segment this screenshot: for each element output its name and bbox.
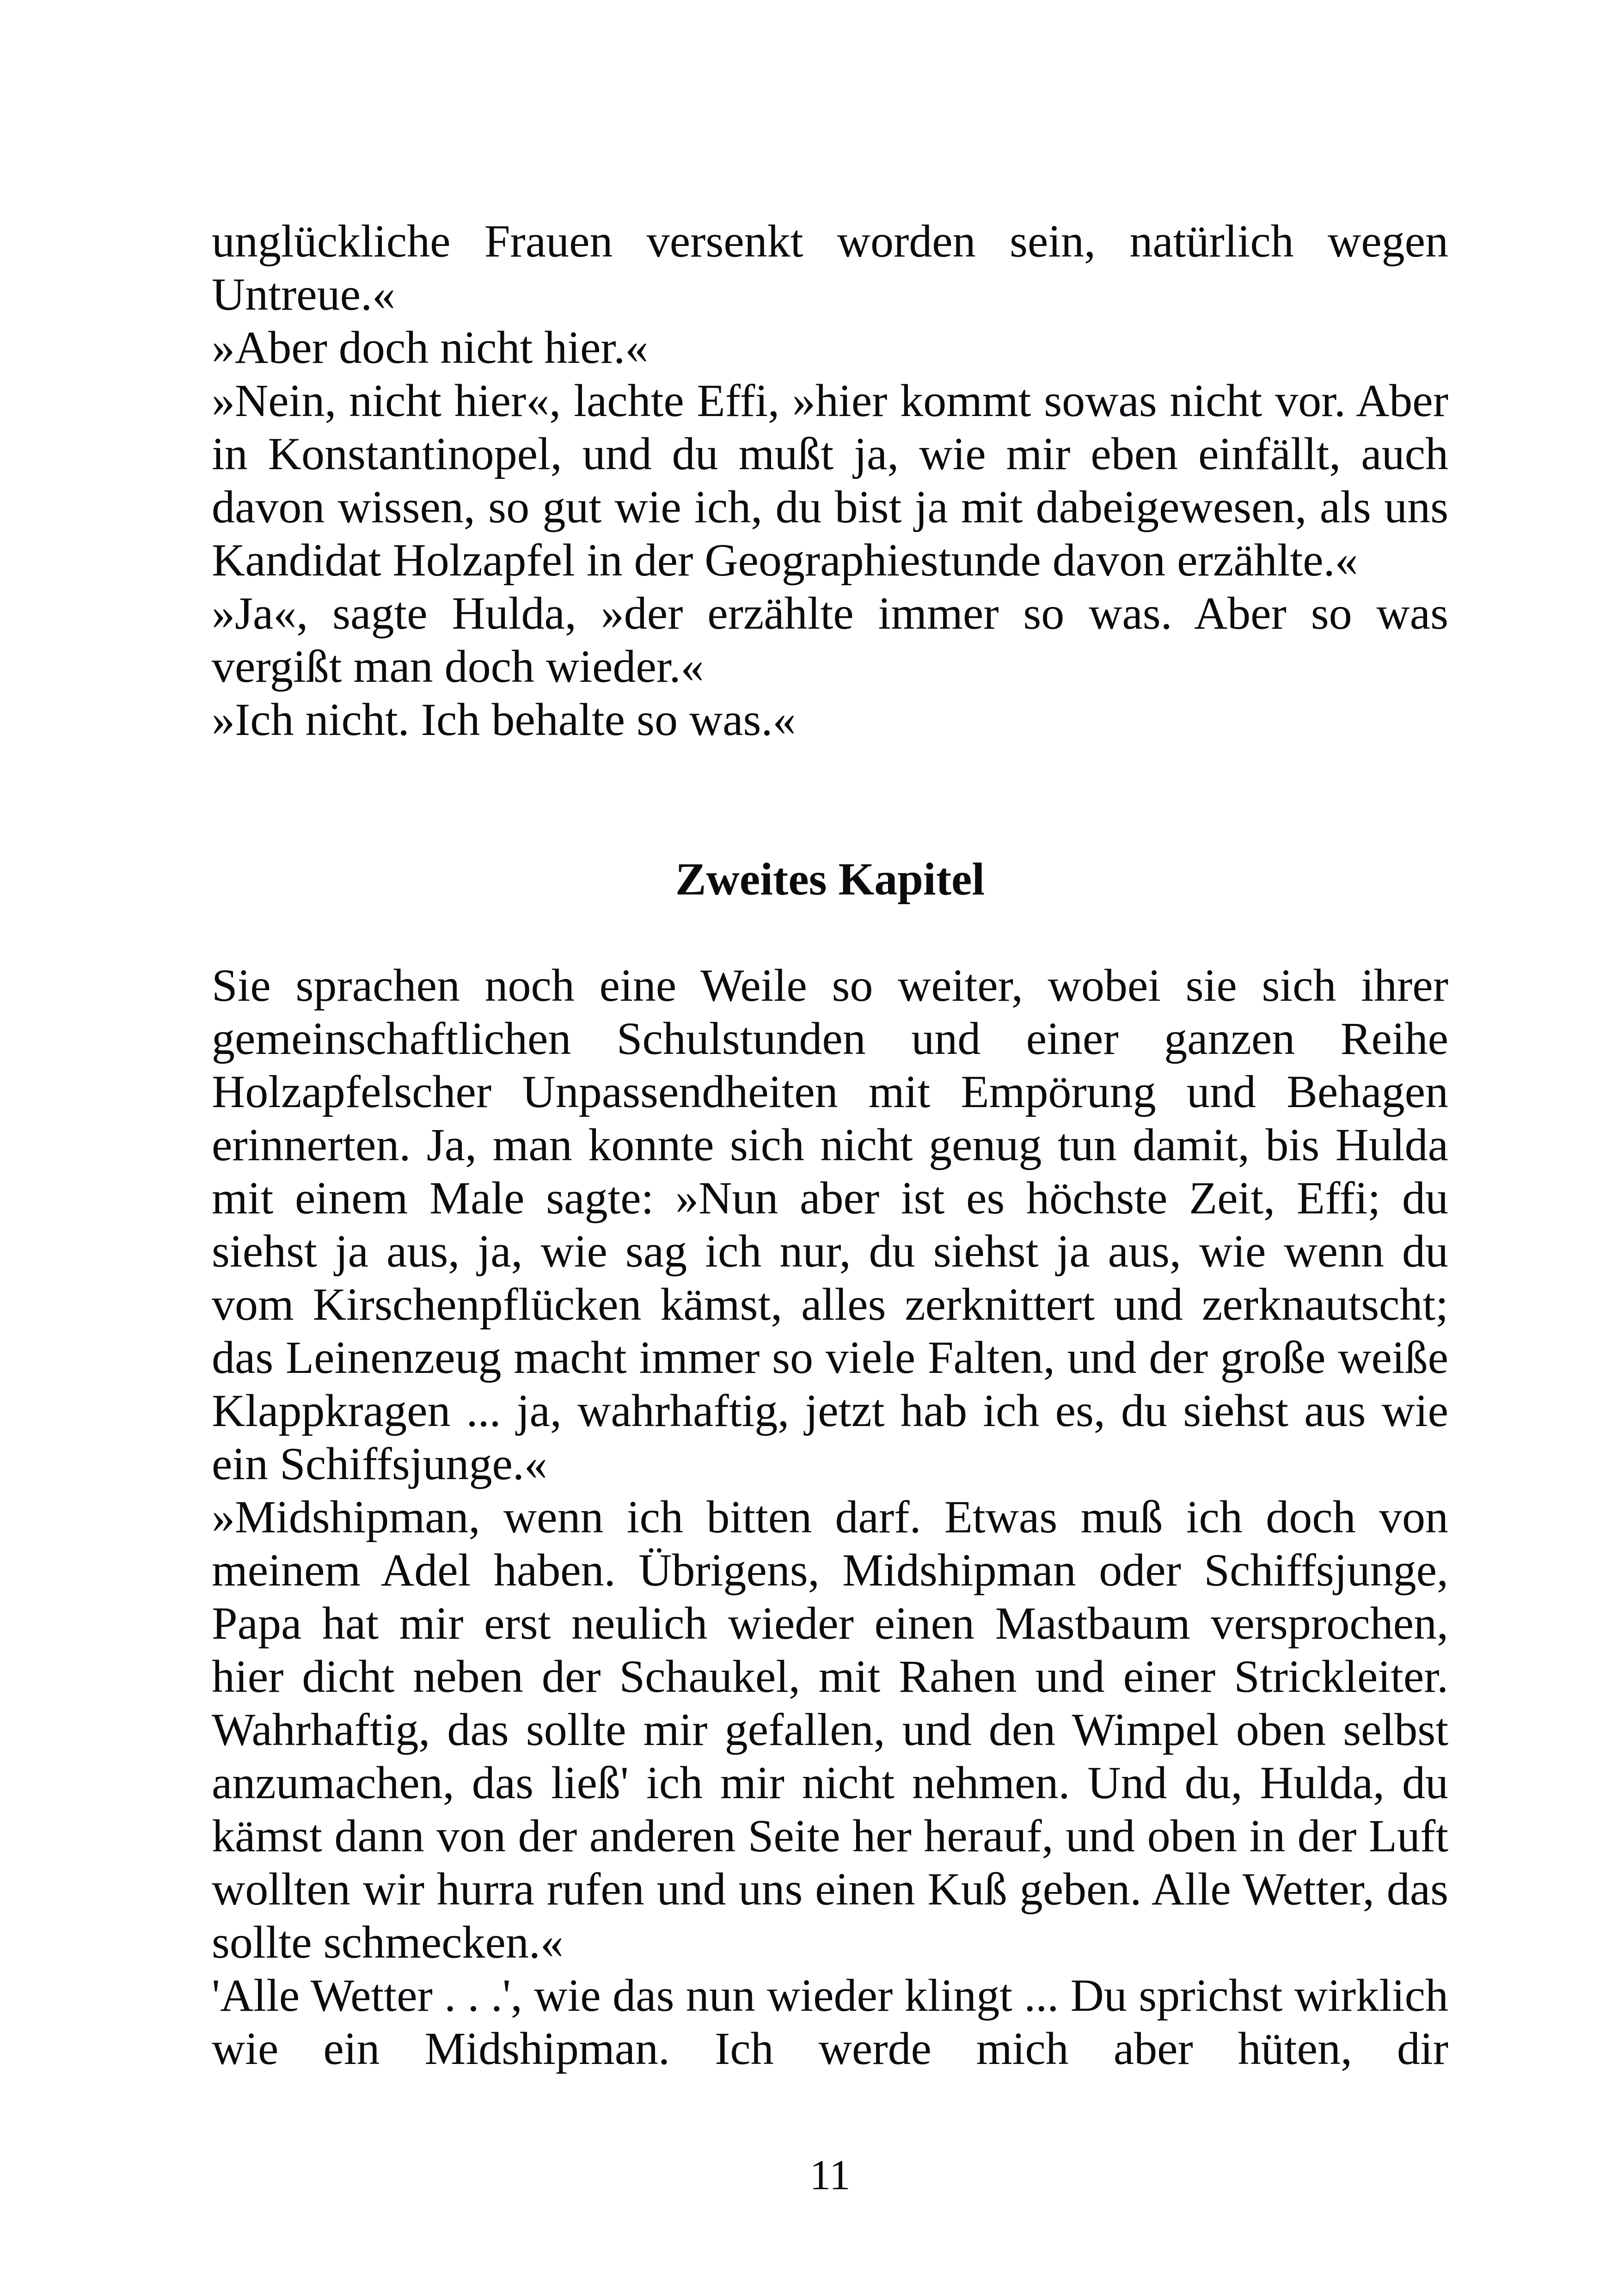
text-line: Sie sprachen noch eine Weile so weiter, wobei sie sich ihrer xyxy=(212,960,1448,1011)
text-line: Wahrhaftig, das sollte mir gefallen, und den Wimpel oben selbst xyxy=(212,1704,1448,1755)
text-line: hier dicht neben der Schaukel, mit Rahen und einer Strickleiter. xyxy=(212,1651,1448,1702)
text-line: wollten wir hurra rufen und uns einen Kuß geben. Alle Wetter, das xyxy=(212,1863,1448,1915)
text-line: vergißt man doch wieder.« xyxy=(212,641,704,692)
text-line: siehst ja aus, ja, wie sag ich nur, du siehst ja aus, wie wenn du xyxy=(212,1225,1448,1277)
text-line: das Leinenzeug macht immer so viele Falten, und der große weiße xyxy=(212,1332,1448,1383)
text-line: erinnerten. Ja, man konnte sich nicht genug tun damit, bis Hulda xyxy=(212,1119,1448,1170)
text-line: Holzapfelscher Unpassendheiten mit Empörung und Behagen xyxy=(212,1066,1448,1117)
text-line: meinem Adel haben. Übrigens, Midshipman oder Schiffsjunge, xyxy=(212,1544,1448,1596)
text-line: »Aber doch nicht hier.« xyxy=(212,322,649,373)
text-line: Papa hat mir erst neulich wieder einen Mastbaum versprochen, xyxy=(212,1598,1448,1649)
previous-chapter-ending xyxy=(212,214,1448,746)
text-line: unglückliche Frauen versenkt worden sein, natürlich wegen xyxy=(212,215,1448,267)
chapter-body xyxy=(212,959,1448,2075)
text-line: in Konstantinopel, und du mußt ja, wie mir eben einfällt, auch xyxy=(212,428,1448,479)
text-line: sollte schmecken.« xyxy=(212,1916,564,1968)
text-line: Kandidat Holzapfel in der Geographiestunde davon erzählte.« xyxy=(212,534,1358,586)
text-line: ein Schiffsjunge.« xyxy=(212,1438,547,1489)
text-line: Klappkragen ... ja, wahrhaftig, jetzt hab ich es, du siehst aus wie xyxy=(212,1385,1448,1436)
text-line: »Ich nicht. Ich behalte so was.« xyxy=(212,694,796,745)
text-line: 'Alle Wetter . . .', wie das nun wieder klingt ... Du sprichst wirklich xyxy=(212,1970,1448,2021)
text-line: davon wissen, so gut wie ich, du bist ja mit dabeigewesen, als uns xyxy=(212,481,1448,533)
page-number: 11 xyxy=(809,2151,851,2198)
text-line: Untreue.« xyxy=(212,269,396,320)
text-line: »Ja«, sagte Hulda, »der erzählte immer so was. Aber so was xyxy=(212,588,1448,639)
text-line: vom Kirschenpflücken kämst, alles zerknittert und zerknautscht; xyxy=(212,1279,1448,1330)
text-line: wie ein Midshipman. Ich werde mich aber hüten, dir xyxy=(212,2023,1448,2074)
text-line: anzumachen, das ließ' ich mir nicht nehmen. Und du, Hulda, du xyxy=(212,1757,1448,1808)
text-line: »Nein, nicht hier«, lachte Effi, »hier kommt sowas nicht vor. Aber xyxy=(212,375,1448,426)
chapter-heading: Zweites Kapitel xyxy=(675,853,985,905)
text-line: mit einem Male sagte: »Nun aber ist es höchste Zeit, Effi; du xyxy=(212,1172,1448,1224)
text-line: gemeinschaftlichen Schulstunden und einer ganzen Reihe xyxy=(212,1013,1448,1064)
text-line: »Midshipman, wenn ich bitten darf. Etwas muß ich doch von xyxy=(212,1491,1448,1543)
text-line: kämst dann von der anderen Seite her herauf, und oben in der Luft xyxy=(212,1810,1448,1861)
